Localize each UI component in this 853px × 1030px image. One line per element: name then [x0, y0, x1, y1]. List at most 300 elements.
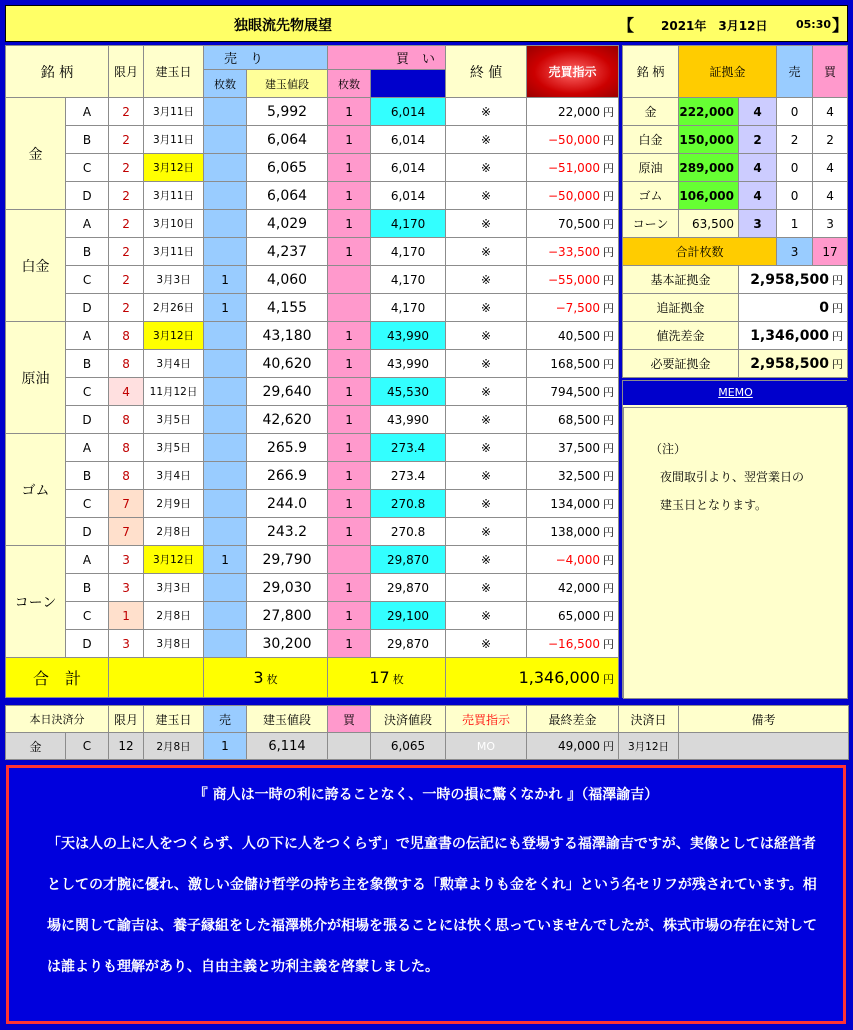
side-diff-row [623, 322, 848, 350]
contract-key: B [66, 350, 109, 378]
close-price: 4,170 [371, 266, 446, 294]
settle-k: C [66, 733, 109, 760]
limit-month: 7 [109, 518, 144, 546]
position-row [6, 266, 619, 294]
buy-count: 1 [328, 126, 371, 154]
open-date: 11月12日 [144, 378, 204, 406]
buy-count: 1 [328, 518, 371, 546]
open-price: 265.9 [247, 434, 328, 462]
side-basic-value [739, 266, 848, 294]
buy-count: 1 [328, 154, 371, 182]
close-price: 4,170 [371, 238, 446, 266]
side-total-label: 合計枚数 [623, 238, 777, 266]
open-date: 2月8日 [144, 518, 204, 546]
open-price: 244.0 [247, 490, 328, 518]
brand-name-2: 原油 [6, 322, 66, 434]
open-date: 3月12日 [144, 322, 204, 350]
close-price: 273.4 [371, 462, 446, 490]
open-price: 42,620 [247, 406, 328, 434]
sell-count [204, 434, 247, 462]
position-row [6, 294, 619, 322]
signal-mark: ※ [446, 98, 527, 126]
position-row [6, 182, 619, 210]
open-date: 3月8日 [144, 630, 204, 658]
signal-mark: ※ [446, 518, 527, 546]
settle-b [328, 733, 371, 760]
sell-count [204, 210, 247, 238]
settle-col-6: 決済値段 [371, 706, 446, 733]
side-col-buy: 買 [813, 46, 848, 98]
col-signal: 売買指示 [527, 46, 619, 98]
totals-buy [328, 658, 446, 698]
side-buy: 4 [813, 182, 848, 210]
open-date: 2月9日 [144, 490, 204, 518]
signal-mark: ※ [446, 490, 527, 518]
sell-count [204, 322, 247, 350]
sell-count [204, 154, 247, 182]
col-buy-label: 買 い [396, 52, 436, 67]
open-date: 3月10日 [144, 210, 204, 238]
settle-date: 3月12日 [619, 733, 679, 760]
diff-value [527, 546, 619, 574]
diff-amount: 794,500 [550, 384, 601, 399]
side-need-value [739, 350, 848, 378]
open-date: 3月3日 [144, 266, 204, 294]
close-price: 4,170 [371, 294, 446, 322]
open-price: 40,620 [247, 350, 328, 378]
brand-name-3: ゴム [6, 434, 66, 546]
position-row [6, 322, 619, 350]
col-open-date: 建玉日 [144, 46, 204, 98]
positions-table [5, 45, 619, 698]
open-price: 5,992 [247, 98, 328, 126]
contract-key: A [66, 210, 109, 238]
position-row [6, 238, 619, 266]
side-buy: 2 [813, 126, 848, 154]
close-price: 6,014 [371, 154, 446, 182]
diff-amount: −51,000 [548, 160, 601, 175]
settle-name: 金 [6, 733, 66, 760]
brand-name-4: コーン [6, 546, 66, 658]
yen-unit: 円 [603, 273, 615, 287]
close-price: 29,870 [371, 546, 446, 574]
diff-amount: −50,000 [548, 188, 601, 203]
settle-col-1: 限月 [109, 706, 144, 733]
settle-col-9: 決済日 [619, 706, 679, 733]
settle-col-3: 売 [204, 706, 247, 733]
contract-key: B [66, 574, 109, 602]
sell-count [204, 490, 247, 518]
position-row [6, 210, 619, 238]
sell-count [204, 238, 247, 266]
report-time: 05:30 [796, 18, 832, 31]
totals-sell [204, 658, 328, 698]
side-need-amount: 2,958,500 [750, 355, 830, 372]
memo-link[interactable]: MEMO [623, 381, 848, 405]
signal-mark: ※ [446, 350, 527, 378]
diff-value [527, 406, 619, 434]
side-total-sell: 3 [777, 238, 813, 266]
diff-amount: −7,500 [555, 300, 601, 315]
side-diff-value [739, 322, 848, 350]
diff-value [527, 322, 619, 350]
limit-month: 2 [109, 210, 144, 238]
open-price: 29,640 [247, 378, 328, 406]
sell-count [204, 574, 247, 602]
diff-amount: 168,500 [550, 356, 601, 371]
buy-count: 1 [328, 98, 371, 126]
header-bar [5, 5, 848, 42]
side-margin: 106,000 [679, 182, 739, 210]
side-sell: 0 [777, 98, 813, 126]
diff-value [527, 238, 619, 266]
open-date: 3月12日 [144, 546, 204, 574]
diff-value [527, 518, 619, 546]
limit-month: 8 [109, 406, 144, 434]
contract-key: D [66, 294, 109, 322]
side-margin: 289,000 [679, 154, 739, 182]
settle-sig: MO [446, 733, 527, 760]
limit-month: 3 [109, 574, 144, 602]
open-date: 3月4日 [144, 350, 204, 378]
position-row [6, 350, 619, 378]
col-close: 終 値 [446, 46, 527, 98]
diff-value [527, 462, 619, 490]
buy-count: 1 [328, 350, 371, 378]
open-price: 27,800 [247, 602, 328, 630]
position-row [6, 602, 619, 630]
open-price: 29,790 [247, 546, 328, 574]
col-limit-month: 限月 [109, 46, 144, 98]
signal-mark: ※ [446, 182, 527, 210]
settle-col-4: 建玉値段 [247, 706, 328, 733]
quote-box [6, 765, 846, 1024]
sell-count [204, 518, 247, 546]
sell-count: 1 [204, 266, 247, 294]
buy-count: 1 [328, 462, 371, 490]
limit-month: 2 [109, 98, 144, 126]
yen-unit: 円 [603, 740, 614, 753]
diff-value [527, 294, 619, 322]
settle-col-2: 建玉日 [144, 706, 204, 733]
open-price: 29,030 [247, 574, 328, 602]
yen-unit: 円 [603, 581, 615, 595]
side-basic-row [623, 266, 848, 294]
open-date: 3月12日 [144, 154, 204, 182]
open-date: 3月11日 [144, 98, 204, 126]
contract-key: D [66, 406, 109, 434]
settle-diff: 49,000 [558, 739, 600, 753]
open-date: 3月4日 [144, 462, 204, 490]
yen-unit: 円 [603, 413, 615, 427]
totals-buy-unit: 枚 [392, 673, 404, 686]
buy-count [328, 546, 371, 574]
signal-mark: ※ [446, 266, 527, 294]
yen-unit: 円 [603, 245, 615, 259]
position-row [6, 630, 619, 658]
contract-key: B [66, 126, 109, 154]
diff-amount: 42,000 [558, 580, 601, 595]
open-date: 3月11日 [144, 182, 204, 210]
totals-diff [446, 658, 619, 698]
limit-month: 7 [109, 490, 144, 518]
sell-count: 1 [204, 294, 247, 322]
side-col-margin: 証拠金 [679, 46, 777, 98]
sell-count [204, 350, 247, 378]
side-extra-label: 追証拠金 [623, 294, 739, 322]
col-open-price: 建玉値段 [247, 70, 328, 98]
diff-amount: −33,500 [548, 244, 601, 259]
contract-key: A [66, 322, 109, 350]
side-units: 4 [739, 98, 777, 126]
open-date: 2月8日 [144, 602, 204, 630]
signal-mark: ※ [446, 238, 527, 266]
side-brand: 白金 [623, 126, 679, 154]
memo-body [623, 407, 848, 699]
margin-row [623, 182, 848, 210]
close-price: 273.4 [371, 434, 446, 462]
diff-amount: 37,500 [558, 440, 601, 455]
totals-diff-unit: 円 [603, 673, 615, 686]
yen-unit: 円 [603, 329, 615, 343]
yen-unit: 円 [603, 217, 615, 231]
memo-line-2: 夜間取引より、翌営業日の [660, 470, 805, 484]
close-price: 270.8 [371, 490, 446, 518]
close-price: 43,990 [371, 322, 446, 350]
yen-unit: 円 [603, 189, 615, 203]
signal-mark: ※ [446, 322, 527, 350]
yen-unit: 円 [603, 385, 615, 399]
brand-name-0: 金 [6, 98, 66, 210]
col-sell-label: 売 り [224, 52, 264, 67]
totals-diff-value: 1,346,000 [518, 668, 601, 687]
diff-value [527, 574, 619, 602]
quote-title: 『 商人は一時の利に誇ることなく、一時の損に驚くなかれ 』（福澤諭吉） [193, 787, 659, 803]
diff-amount: −16,500 [548, 636, 601, 651]
contract-key: D [66, 182, 109, 210]
side-need-label: 必要証拠金 [623, 350, 739, 378]
open-price: 4,029 [247, 210, 328, 238]
totals-sell-value: 3 [253, 668, 264, 687]
close-price: 43,990 [371, 350, 446, 378]
buy-count: 1 [328, 238, 371, 266]
yen-unit: 円 [603, 357, 615, 371]
col-brand: 銘 柄 [6, 46, 109, 98]
open-date: 3月5日 [144, 406, 204, 434]
buy-count [328, 266, 371, 294]
sell-count [204, 378, 247, 406]
limit-month: 8 [109, 350, 144, 378]
open-date: 3月3日 [144, 574, 204, 602]
buy-count: 1 [328, 406, 371, 434]
contract-key: A [66, 546, 109, 574]
buy-count: 1 [328, 434, 371, 462]
open-date: 2月26日 [144, 294, 204, 322]
settle-m: 12 [109, 733, 144, 760]
diff-amount: 40,500 [558, 328, 601, 343]
signal-mark: ※ [446, 574, 527, 602]
position-row [6, 434, 619, 462]
close-price: 29,870 [371, 630, 446, 658]
totals-sell-unit: 枚 [266, 673, 278, 686]
close-price: 29,870 [371, 574, 446, 602]
diff-amount: 134,000 [550, 496, 601, 511]
diff-amount: 65,000 [558, 608, 601, 623]
position-row [6, 546, 619, 574]
report-date: 2021年 3月12日 [661, 19, 768, 33]
sell-count [204, 406, 247, 434]
side-units: 3 [739, 210, 777, 238]
open-date: 3月5日 [144, 434, 204, 462]
diff-amount: −55,000 [548, 272, 601, 287]
side-extra-amount: 0 [819, 299, 830, 316]
bracket-right: 】 [832, 16, 849, 35]
contract-key: C [66, 602, 109, 630]
limit-month: 2 [109, 182, 144, 210]
buy-count [328, 294, 371, 322]
limit-month: 1 [109, 602, 144, 630]
margin-summary-table [622, 45, 848, 378]
side-col-sell: 売 [777, 46, 813, 98]
close-price: 43,990 [371, 406, 446, 434]
limit-month: 8 [109, 322, 144, 350]
col-sell [204, 46, 328, 70]
memo-line-3: 建玉日となります。 [660, 498, 768, 512]
side-margin: 63,500 [679, 210, 739, 238]
diff-value [527, 350, 619, 378]
position-row [6, 462, 619, 490]
diff-amount: 70,500 [558, 216, 601, 231]
yen-unit: 円 [603, 497, 615, 511]
buy-count: 1 [328, 378, 371, 406]
diff-value [527, 182, 619, 210]
open-price: 43,180 [247, 322, 328, 350]
buy-count: 1 [328, 322, 371, 350]
totals-buy-value: 17 [369, 668, 390, 687]
signal-mark: ※ [446, 378, 527, 406]
limit-month: 2 [109, 266, 144, 294]
side-units: 4 [739, 154, 777, 182]
totals-row [6, 658, 619, 698]
settle-col-0: 本日決済分 [6, 706, 109, 733]
margin-row [623, 210, 848, 238]
brand-name-1: 白金 [6, 210, 66, 322]
diff-amount: 138,000 [550, 524, 601, 539]
quote-body: 「天は人の上に人をつくらず、人の下に人をつくらず」で児童書の伝記にも登場する福澤諭吉ですが、実像としては経営者としての才腕に優れ、激しい金儲け哲学の持ち主を象徴する「勲章よりも金をくれ」という名セリフが残されています。相場に関して諭吉は、養子縁組をした福澤桃介が相場を張ることには快く思っていませんでしたが、株式市場の存在に対しては誰よりも理解があり、自由主義と功利主義を啓蒙しました。 [47, 836, 817, 975]
diff-amount: −4,000 [555, 552, 601, 567]
open-price: 4,060 [247, 266, 328, 294]
yen-unit: 円 [603, 525, 615, 539]
open-price: 30,200 [247, 630, 328, 658]
side-buy: 4 [813, 154, 848, 182]
contract-key: A [66, 98, 109, 126]
limit-month: 8 [109, 434, 144, 462]
yen-unit: 円 [603, 161, 615, 175]
limit-month: 2 [109, 154, 144, 182]
signal-mark: ※ [446, 462, 527, 490]
sell-count [204, 602, 247, 630]
settle-col-10: 備考 [679, 706, 849, 733]
side-brand: ゴム [623, 182, 679, 210]
side-brand: 原油 [623, 154, 679, 182]
limit-month: 3 [109, 630, 144, 658]
memo-panel [622, 380, 847, 698]
col-sell-count: 枚数 [204, 70, 247, 98]
signal-mark: ※ [446, 546, 527, 574]
diff-value [527, 266, 619, 294]
open-price: 6,064 [247, 182, 328, 210]
sell-count: 1 [204, 546, 247, 574]
sell-count [204, 462, 247, 490]
contract-key: C [66, 490, 109, 518]
settle-col-7: 売買指示 [446, 706, 527, 733]
diff-amount: 22,000 [558, 104, 601, 119]
diff-amount: 32,500 [558, 468, 601, 483]
col-buy [328, 46, 446, 70]
limit-month: 2 [109, 238, 144, 266]
limit-month: 3 [109, 546, 144, 574]
diff-value [527, 630, 619, 658]
yen-unit: 円 [603, 133, 615, 147]
position-row [6, 574, 619, 602]
yen-unit: 円 [603, 441, 615, 455]
limit-month: 2 [109, 126, 144, 154]
diff-value [527, 434, 619, 462]
side-margin: 222,000 [679, 98, 739, 126]
close-price: 6,014 [371, 126, 446, 154]
settle-v [527, 733, 619, 760]
position-row [6, 406, 619, 434]
side-units: 4 [739, 182, 777, 210]
bracket-left: 【 [618, 16, 635, 35]
signal-mark: ※ [446, 210, 527, 238]
diff-value [527, 154, 619, 182]
col-buy-count: 枚数 [328, 70, 371, 98]
sell-count [204, 182, 247, 210]
settle-note [679, 733, 849, 760]
diff-value [527, 490, 619, 518]
memo-line-1: （注） [650, 442, 687, 456]
open-price: 243.2 [247, 518, 328, 546]
open-date: 3月11日 [144, 126, 204, 154]
margin-row [623, 154, 848, 182]
signal-mark: ※ [446, 126, 527, 154]
contract-key: B [66, 462, 109, 490]
side-sell: 1 [777, 210, 813, 238]
contract-key: B [66, 238, 109, 266]
settle-s: 1 [204, 733, 247, 760]
position-row [6, 126, 619, 154]
side-extra-row [623, 294, 848, 322]
contract-key: D [66, 630, 109, 658]
yen-unit: 円 [603, 637, 615, 651]
yen-unit: 円 [603, 609, 615, 623]
position-row [6, 378, 619, 406]
side-sell: 2 [777, 126, 813, 154]
yen-unit: 円 [603, 469, 615, 483]
yen-unit: 円 [603, 105, 615, 119]
side-sell: 0 [777, 154, 813, 182]
open-price: 4,237 [247, 238, 328, 266]
totals-spacer [109, 658, 204, 698]
settle-col-5: 買 [328, 706, 371, 733]
side-margin: 150,000 [679, 126, 739, 154]
close-price: 6,014 [371, 182, 446, 210]
close-price: 45,530 [371, 378, 446, 406]
settlement-table [5, 705, 849, 760]
contract-key: C [66, 266, 109, 294]
open-date: 3月11日 [144, 238, 204, 266]
